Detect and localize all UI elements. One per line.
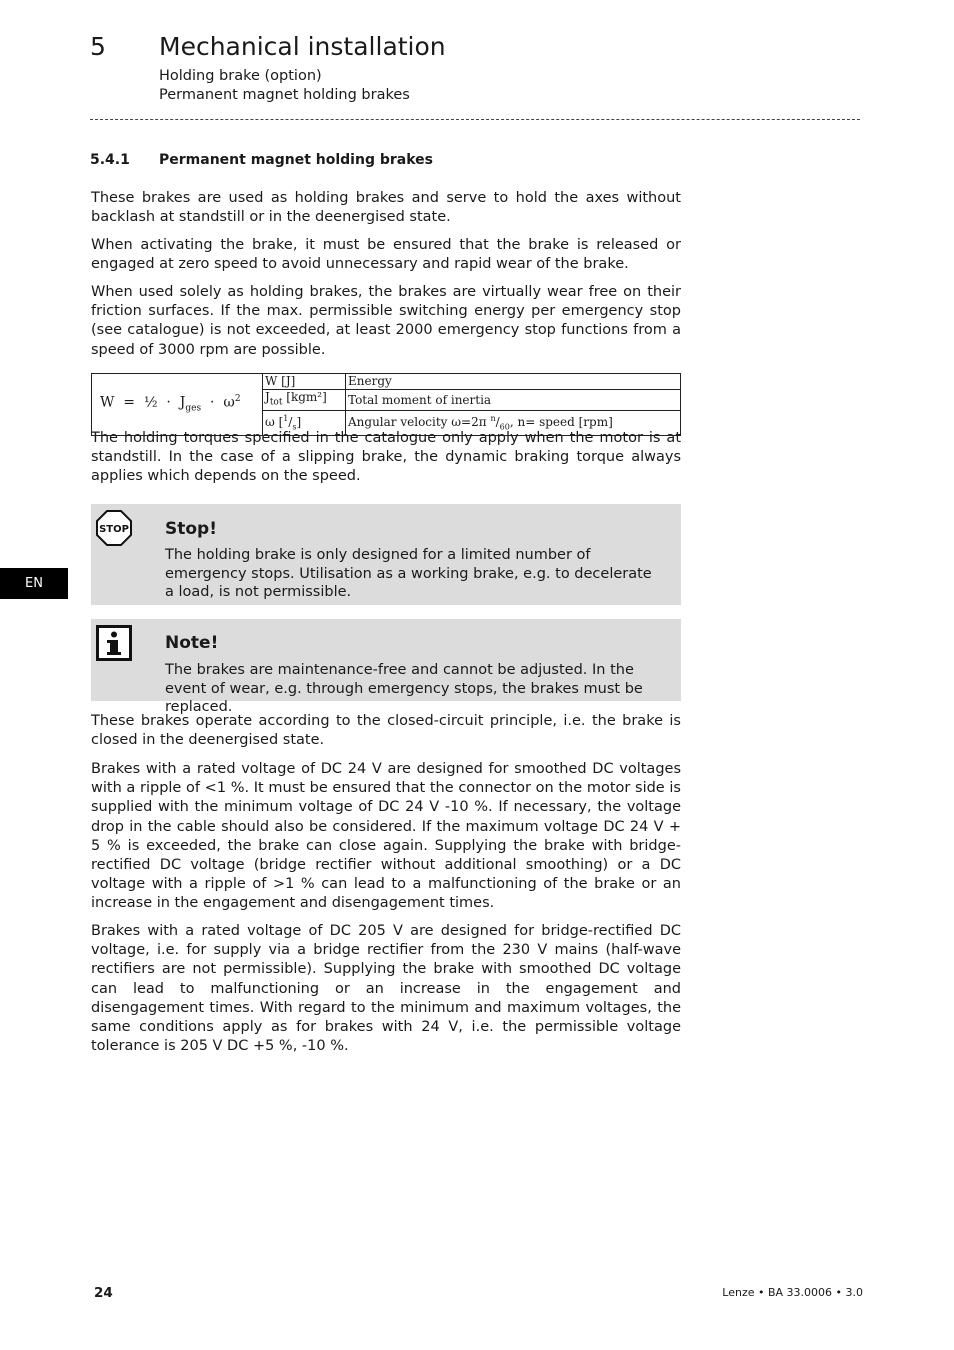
stop-sign-icon xyxy=(96,510,132,546)
meaning-angular-velocity: Angular velocity ω=2π $^n/_{60}$, n= speed [rpm] xyxy=(346,411,681,435)
symbol-energy: W [J] xyxy=(263,374,346,390)
page-number: 24 xyxy=(94,1285,113,1301)
paragraph-wear: When used solely as holding brakes, the brakes are virtually wear free on their friction surfaces. If the max. permissible switching energy per emergency stop (see catalogue) is not exceeded, at least 2000 emergency stop functions from a speed of 3000 rpm are possible. xyxy=(91,284,681,358)
language-tab: EN xyxy=(0,568,68,599)
paragraph-205v: Brakes with a rated voltage of DC 205 V are designed for bridge-rectified DC voltage, i.e. for supply via a bridge rectifier from the 230 V mains (half-wave rectifiers are not permissible). Supplying the brake with smoothed DC voltage can lead to malfunctioning or an increase in the engagement and disengagement times. With regard to the minimum and maximum voltages, the same conditions apply as for brakes with 24 V, i.e. the permissible voltage tolerance is 205 V DC +5 %, -10 %. xyxy=(91,923,681,1055)
note-text: The brakes are maintenance-free and cannot be adjusted. In the event of wear, e.g. through emergency stops, the brakes must be replaced. xyxy=(165,662,643,715)
info-icon xyxy=(96,625,132,661)
header-divider xyxy=(90,119,860,120)
paragraph-intro: These brakes are used as holding brakes and serve to hold the axes without backlash at standstill or in the deenergised state. xyxy=(91,190,681,226)
paragraph-holding-torque: The holding torques specified in the catalogue only apply when the motor is at standstill. In the case of a slipping brake, the dynamic braking torque always applies which depends on the speed. xyxy=(91,430,681,485)
section-number: 5.4.1 xyxy=(90,152,130,168)
breadcrumb-level-2: Permanent magnet holding brakes xyxy=(159,87,410,103)
paragraph-closed-circuit: These brakes operate according to the closed-circuit principle, i.e. the brake is closed in the deenergised state. xyxy=(91,713,681,749)
energy-formula: W = ½ · $J_{ges} \cdot \omega^2$ xyxy=(92,374,263,436)
note-title: Note! xyxy=(165,633,219,653)
section-title: Permanent magnet holding brakes xyxy=(159,152,433,168)
meaning-energy: Energy xyxy=(346,374,681,390)
stop-text: The holding brake is only designed for a limited number of emergency stops. Utilisation as a working brake, e.g. to decelerate a load, is not permissible. xyxy=(165,547,652,600)
breadcrumb-level-1: Holding brake (option) xyxy=(159,68,322,84)
chapter-number: 5 xyxy=(90,32,106,61)
paragraph-24v: Brakes with a rated voltage of DC 24 V are designed for smoothed DC voltages with a ripple of <1 %. It must be ensured that the connector on the motor side is supplied with the minimum voltage of DC 24 V -10 %. If necessary, the voltage drop in the cable should also be considered. If the maximum voltage DC 24 V + 5 % is exceeded, the brake can close again. Supplying the brake with bridge-rectified DC voltage (bridge rectifier without additional smoothing) or a DC voltage with a ripple of >1 % can lead to a malfunctioning of the brake or an increase in the engagement and disengagement times. xyxy=(91,761,681,912)
stop-warning-box xyxy=(91,504,681,605)
meaning-inertia: Total moment of inertia xyxy=(346,390,681,411)
paragraph-activation: When activating the brake, it must be ensured that the brake is released or engaged at zero speed to avoid unnecessary and rapid wear of the brake. xyxy=(91,237,681,273)
document-reference: Lenze • BA 33.0006 • 3.0 xyxy=(722,1286,863,1299)
energy-formula-table xyxy=(91,373,681,436)
symbol-inertia: $J_{tot}$ [kgm²] xyxy=(263,390,346,411)
svg-text:STOP: STOP xyxy=(99,524,129,535)
stop-title: Stop! xyxy=(165,519,217,539)
symbol-angular-velocity: ω $[^1/_s]$ xyxy=(263,411,346,435)
note-box xyxy=(91,619,681,715)
chapter-title: Mechanical installation xyxy=(159,32,446,61)
